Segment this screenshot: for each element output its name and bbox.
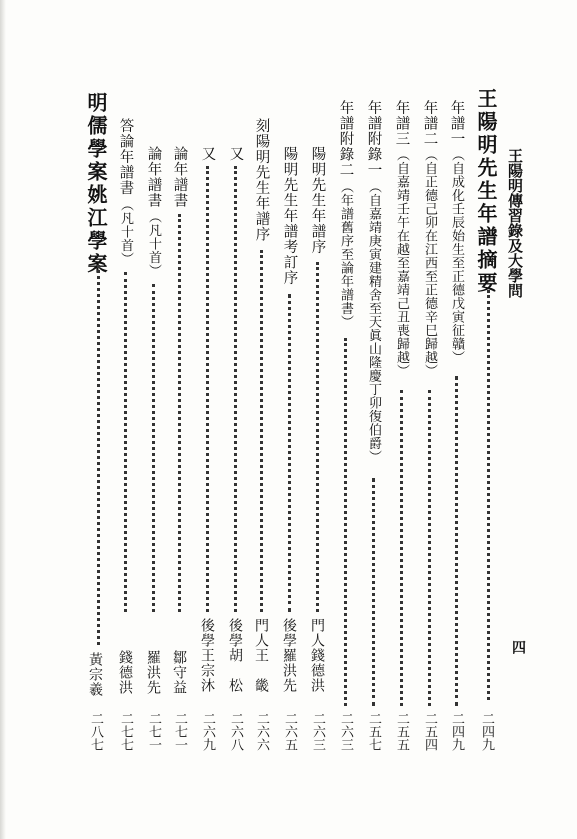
entry-title: 又 (199, 146, 216, 162)
entry-author: 門人錢德洪 (309, 618, 325, 693)
dot-leader (428, 390, 431, 706)
section2-author: 黃宗羲 (87, 652, 103, 697)
entry-page: 二六五 (282, 712, 297, 751)
entry-title: 年譜一 (448, 100, 465, 147)
entry-author: 錢德洪 (117, 650, 133, 695)
dot-leader (234, 166, 237, 612)
entry-page: 二七一 (146, 712, 161, 751)
running-title: 王陽明傳習錄及大學問 (506, 148, 524, 298)
entry-title: 刻陽明先生年譜序 (253, 118, 270, 242)
entry-author: 後學王宗沐 (199, 618, 215, 693)
dot-leader (288, 294, 291, 612)
entry-title: 論年譜書 (171, 146, 188, 208)
section2-title: 明儒學案姚江學案 (84, 92, 108, 276)
entry-note: （自嘉靖壬午在越至嘉靖己丑喪歸越） (394, 148, 409, 378)
entry-note: （年譜舊序至論年譜書） (338, 180, 353, 329)
dot-leader (344, 338, 347, 706)
entry-title: 答論年譜書 (117, 118, 134, 196)
dot-leader (260, 250, 263, 612)
dot-leader (316, 262, 319, 612)
dot-leader (455, 376, 458, 706)
entry-note: （自嘉靖庚寅建精舍至天眞山隆慶丁卯復伯爵） (366, 180, 381, 464)
entry-title: 年譜三 (393, 100, 410, 147)
entry-note: （凡十首） (118, 198, 133, 266)
entry-page: 二六三 (310, 712, 325, 751)
entry-title: 陽明先生年譜序 (309, 146, 326, 255)
entry-page: 二七一 (172, 712, 187, 751)
dot-leader (487, 290, 490, 700)
entry-title: 年譜附錄二 (337, 100, 354, 178)
page-edge-shadow (0, 0, 6, 839)
entry-title: 又 (227, 146, 244, 162)
entry-page: 二七七 (118, 712, 133, 751)
entry-author: 後學胡 松 (227, 618, 243, 693)
entry-note: （自成化壬辰始生至正德戊寅征贛） (449, 148, 464, 364)
dot-leader (97, 265, 100, 645)
dot-leader (206, 166, 209, 612)
dot-leader (124, 272, 127, 612)
entry-title: 年譜附錄一 (365, 100, 382, 178)
dot-leader (372, 478, 375, 706)
entry-page: 二六六 (254, 712, 269, 751)
entry-author: 鄒守益 (171, 650, 187, 695)
entry-page: 二六三 (338, 712, 353, 751)
dot-leader (178, 214, 181, 612)
entry-note: （凡十首） (146, 210, 161, 278)
dot-leader (400, 390, 403, 706)
entry-page: 二五七 (366, 712, 381, 751)
section1-title: 王陽明先生年譜摘要 (474, 88, 498, 295)
entry-page: 二六八 (228, 712, 243, 751)
entry-title: 年譜二 (421, 100, 438, 147)
entry-author: 羅洪先 (145, 650, 161, 695)
entry-note: （自正德己卯在江西至正德辛巳歸越） (422, 148, 437, 378)
entry-page: 二五四 (422, 712, 437, 751)
section1-page: 二四九 (479, 712, 494, 751)
entry-author: 門人王 畿 (253, 618, 269, 693)
entry-author: 後學羅洪先 (281, 618, 297, 693)
entry-page: 二六九 (200, 712, 215, 751)
entry-title: 陽明先生年譜考訂序 (281, 146, 298, 286)
entry-page: 二四九 (449, 712, 464, 751)
page-number: 四 (510, 640, 526, 654)
section2-page: 二八七 (88, 712, 103, 751)
dot-leader (152, 284, 155, 612)
entry-title: 論年譜書 (145, 146, 162, 208)
entry-page: 二五五 (394, 712, 409, 751)
